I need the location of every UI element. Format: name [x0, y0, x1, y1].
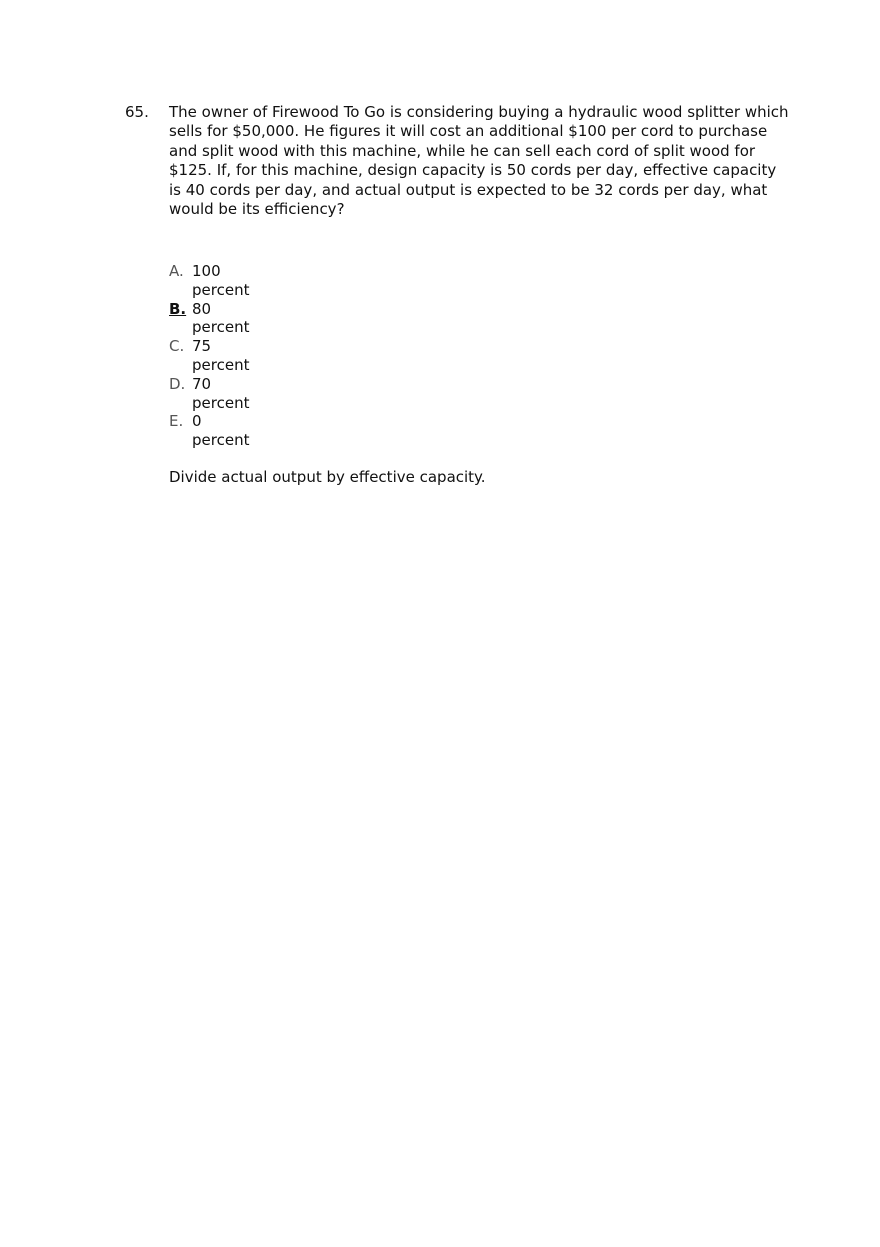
choice-d [169, 375, 252, 413]
choice-e [169, 412, 252, 450]
choice-value: 0 percent [192, 412, 250, 450]
choice-c [169, 337, 252, 375]
choice-value: 100 percent [192, 262, 250, 299]
answer-explanation: Divide actual output by effective capacity. [169, 468, 486, 486]
choice-letter: C. [169, 337, 185, 356]
choice-letter: E. [169, 412, 184, 431]
choice-letter: D. [169, 374, 186, 393]
choice-a [169, 262, 252, 300]
answer-choices [169, 262, 252, 450]
choice-value: 80 percent [192, 299, 250, 337]
choice-letter: A. [169, 262, 184, 280]
choice-letter-correct: B. [169, 299, 187, 318]
choice-value: 75 percent [192, 337, 250, 374]
choice-b [169, 300, 252, 338]
choice-value: 70 percent [192, 374, 250, 412]
question-number: 65. [125, 103, 149, 121]
question-text: The owner of Firewood To Go is considering buying a hydraulic wood splitter which sells for $50,000. He figures it will cost an additional $100 per cord to purchase and split wood with this machine, while he can sell each cord of split wood for $125. If, for this machine, design capacity is 50 cords per day, effective capacity is 40 cords per day, and actual output is expected to be 32 cords per day, what would be its efficiency? [169, 103, 789, 219]
